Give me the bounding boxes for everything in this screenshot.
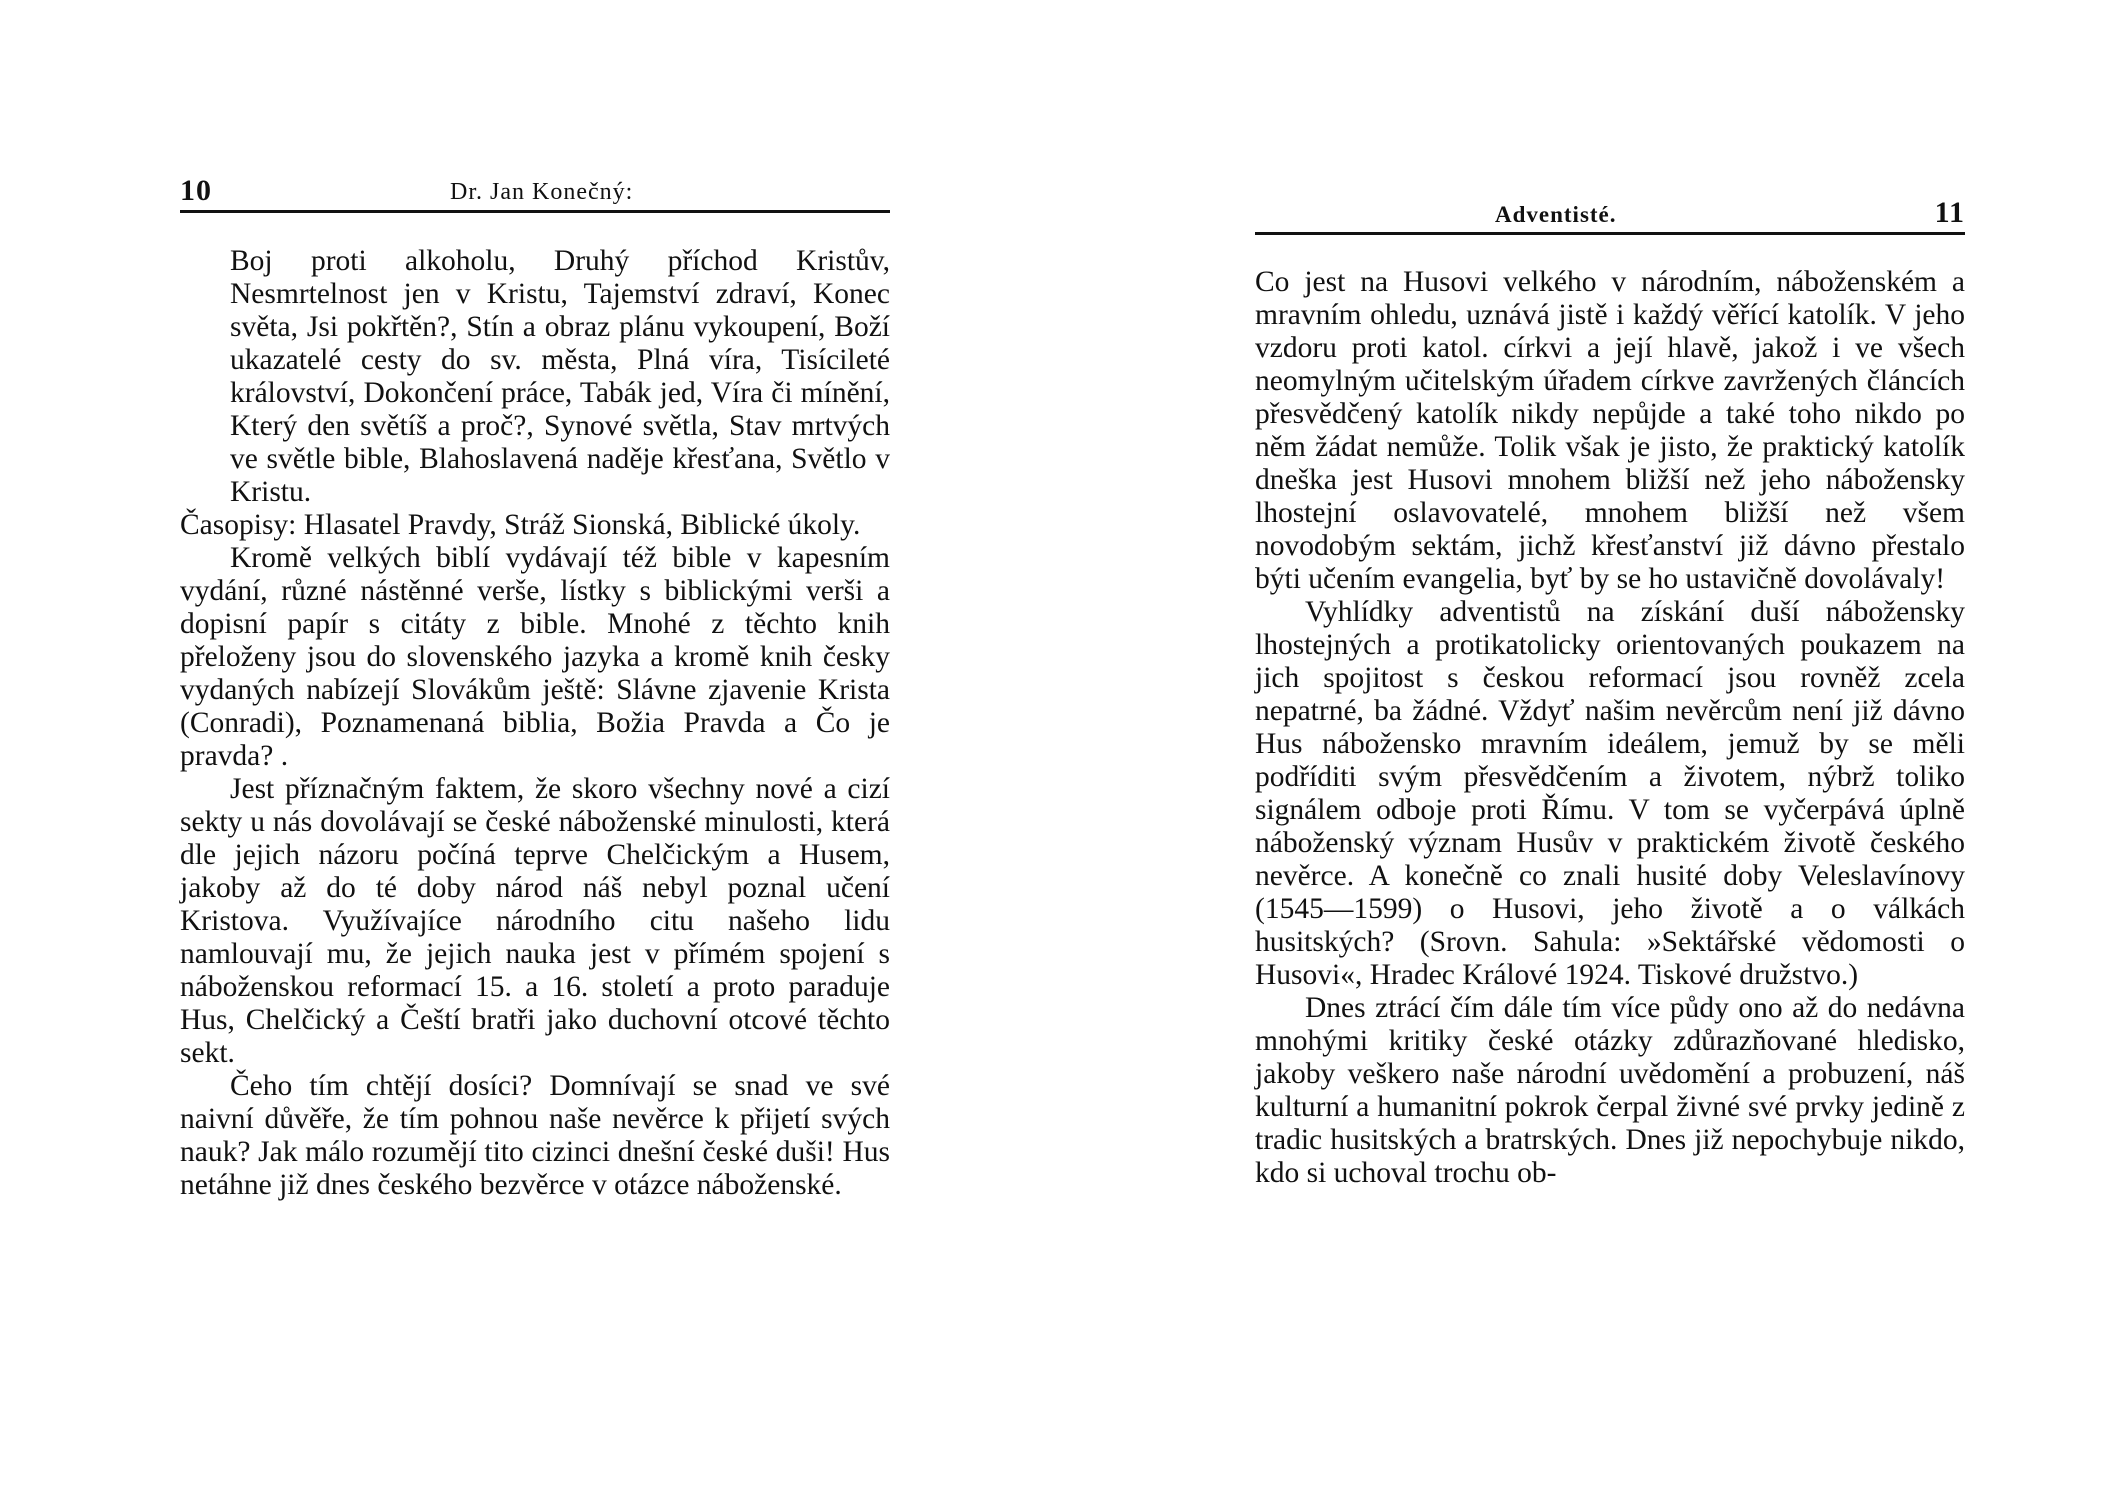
left-page-body bbox=[180, 245, 890, 1202]
paragraph: Jest příznačným faktem, že skoro všechny nové a cizí sekty u nás dovolávají se české náboženské minulosti, která dle jejich názoru počíná teprve Chelčickým a Husem, jakoby až do té doby národ náš nebyl poznal učení Kristova. Využívajíce národního citu našeho lidu namlouvají mu, že jejich nauka jest v přímém spojení s náboženskou reformací 15. a 16. století a proto paraduje Hus, Chelčický a Čeští bratři jako duchovní otcové těchto sekt. bbox=[180, 773, 890, 1069]
paragraph: Co jest na Husovi velkého v národním, náboženském a mravním ohledu, uznává jistě i každý věřící katolík. V jeho vzdoru proti katol. církvi a její hlavě, jakož i ve všech neomylným učitelským úřadem církve zavržených článcích přesvědčený katolík nikdy nepůjde a také toho nikdo po něm žádat nemůže. Tolik však je jisto, že praktický katolík dneška jest Husovi mnohem bližší než jeho nábožensky lhostejní oslavovatelé, mnohem bližší než všem novodobým sektám, jichž křesťanství již dávno přestalo býti učením evangelia, byť by se ho ustavičně dovolávaly! bbox=[1255, 266, 1965, 595]
right-page-body bbox=[1255, 266, 1965, 1190]
running-head: Adventisté. bbox=[1495, 202, 1617, 227]
page-number: 11 bbox=[1934, 196, 1965, 229]
paragraph: Boj proti alkoholu, Druhý příchod Kristův, Nesmrtelnost jen v Kristu, Tajemství zdraví, Konec světa, Jsi pokřtěn?, Stín a obraz plánu vykoupení, Boží ukazatelé cesty do sv. města, Plná víra, Tisícileté království, Dokončení práce, Tabák jed, Víra či mínění, Který den světíš a proč?, Synové světla, Stav mrtvých ve světle bible, Blahoslavená naděje křesťana, Světlo v Kristu. bbox=[230, 245, 890, 508]
running-head: Dr. Jan Konečný: bbox=[450, 179, 634, 205]
paragraph: Čeho tím chtějí dosíci? Domnívají se snad ve své naivní důvěře, že tím pohnou naše nevěrce k přijetí svých nauk? Jak málo rozumějí tito cizinci dnešní české duši! Hus netáhne již dnes českého bezvěrce v otázce náboženské. bbox=[180, 1070, 890, 1201]
right-page-header bbox=[1255, 192, 1965, 235]
paragraph: Časopisy: Hlasatel Pravdy, Stráž Sionská, Biblické úkoly. bbox=[180, 509, 861, 541]
paragraph: Dnes ztrácí čím dále tím více půdy ono až do nedávna mnohými kritiky české otázky zdůrazňované hledisko, jakoby veškero naše národní uvědomění a probuzení, náš kulturní a humanitní pokrok čerpal živné své prvky jedině z tradic husitských a bratrských. Dnes již nepochybuje nikdo, kdo si uchoval trochu ob- bbox=[1255, 992, 1965, 1189]
left-page-header bbox=[180, 170, 890, 213]
paragraph: Vyhlídky adventistů na získání duší nábožensky lhostejných a protikatolicky orientovaných poukazem na jich spojitost s českou reformací jsou rovněž zcela nepatrné, ba žádné. Vždyť našim nevěrcům není již dávno Hus nábožensko mravním ideálem, jemuž by se měli podříditi svým přesvědčením a životem, nýbrž toliko signálem odboje proti Římu. V tom se vyčerpává úplně náboženský význam Husův v praktickém životě českého nevěrce. A konečně co znali husité doby Veleslavínovy (1545—1599) o Husovi, jeho životě a o válkách husitských? (Srovn. Sahula: »Sektářské vědomosti o Husovi«, Hradec Králové 1924. Tiskové družstvo.) bbox=[1255, 596, 1965, 991]
paragraph: Kromě velkých biblí vydávají též bible v kapesním vydání, různé nástěnné verše, lístky s biblickými verši a dopisní papír s citáty z bible. Mnohé z těchto knih přeloženy jsou do slovenského jazyka a kromě knih česky vydaných nabízejí Slovákům ještě: Slávne zjavenie Krista (Conradi), Poznamenaná biblia, Božia Pravda a Čo je pravda? . bbox=[180, 542, 890, 772]
page-number: 10 bbox=[180, 174, 212, 207]
